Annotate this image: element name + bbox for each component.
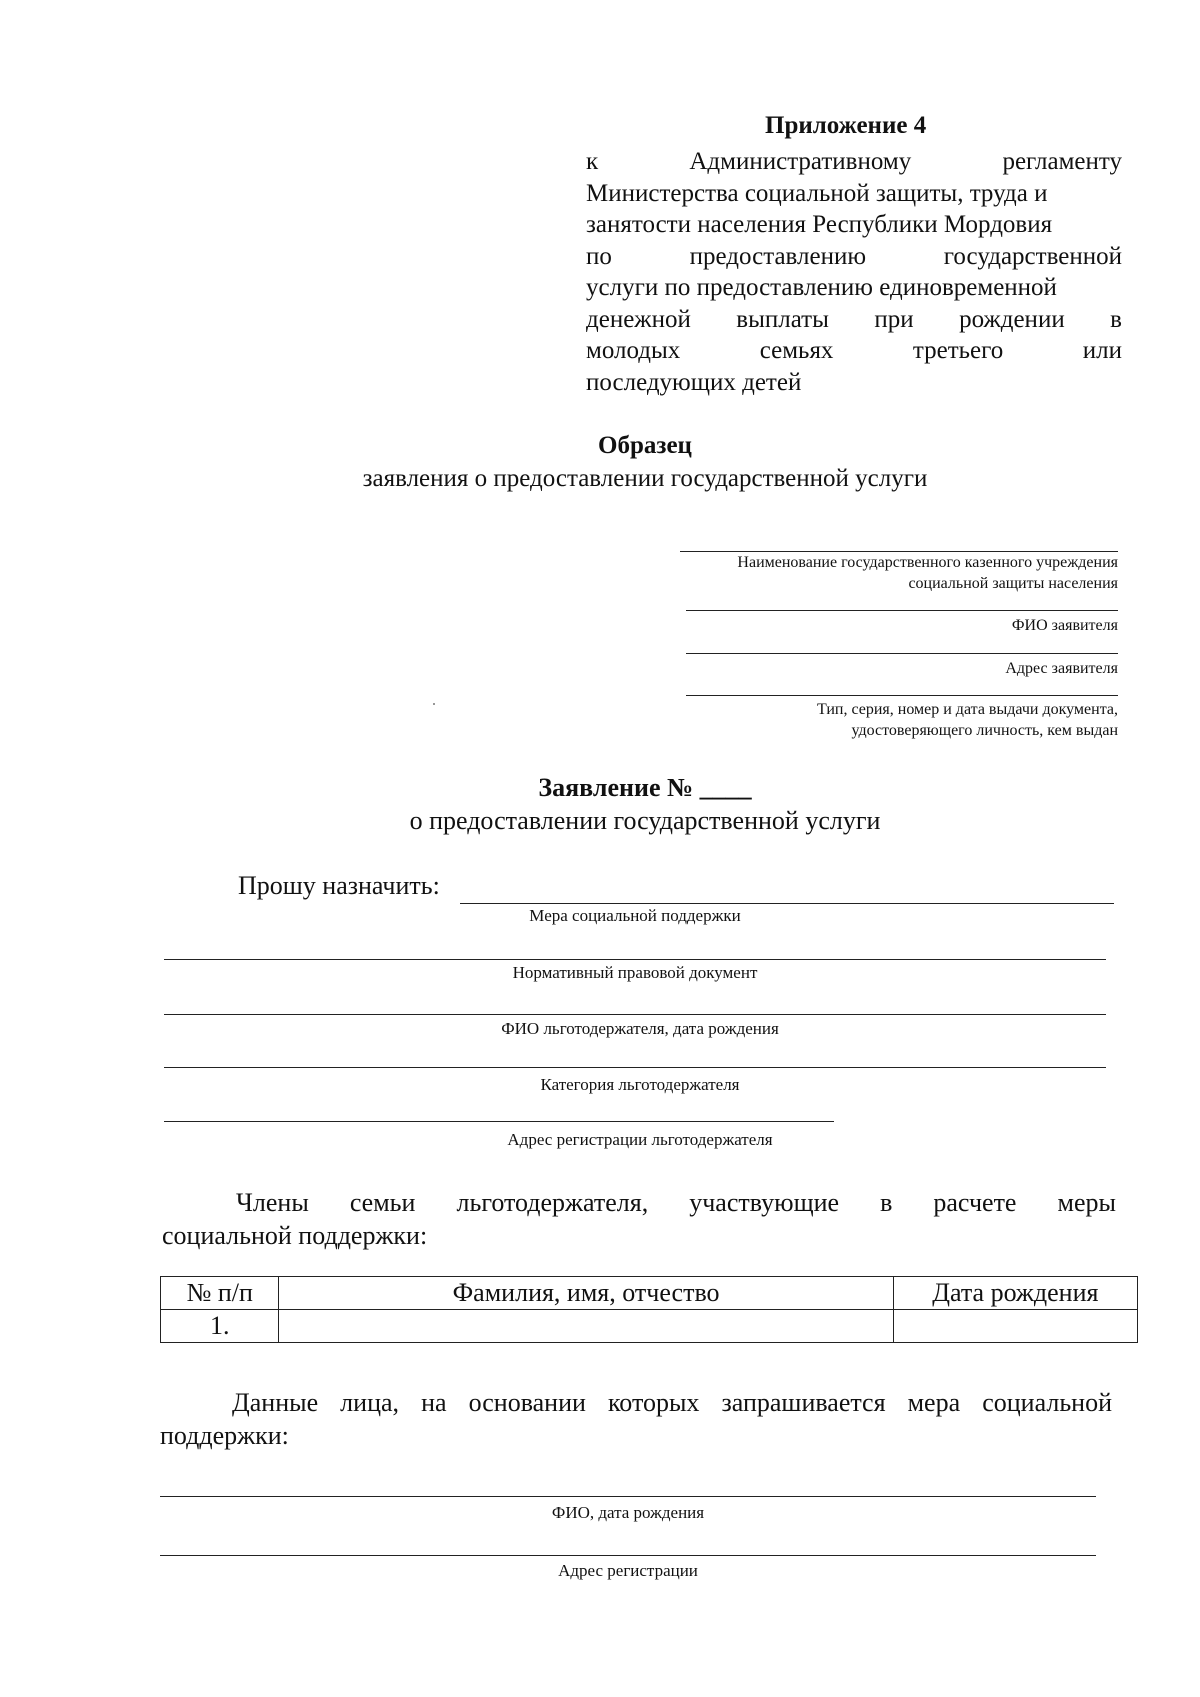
column-header-birth-date: Дата рождения: [893, 1277, 1137, 1310]
appendix-line: [586, 209, 1122, 240]
birth-date-cell[interactable]: [893, 1310, 1137, 1343]
id-document-line[interactable]: [686, 695, 1118, 696]
appendix-line: [586, 178, 1122, 209]
family-table: [160, 1276, 1138, 1343]
family-intro-word: меры: [1057, 1188, 1116, 1217]
appendix-line: [586, 146, 1122, 177]
appendix-word: при: [874, 305, 914, 333]
appendix-word: выплаты: [736, 305, 829, 333]
address-caption: Адрес регистрации льготодержателя: [507, 1130, 773, 1149]
applicant-address-line[interactable]: [686, 653, 1118, 654]
id-document-caption-2: удостоверяющего личность, кем выдан: [851, 722, 1118, 739]
person-address-line[interactable]: [160, 1555, 1096, 1556]
appendix-word: рождении: [959, 305, 1065, 333]
appendix-word: или: [1082, 337, 1122, 364]
appendix-word: к: [586, 148, 599, 175]
appendix-word: занятости населения Республики Мордовия: [586, 211, 1053, 238]
scan-speck: [433, 703, 435, 705]
applicant-address-caption: Адрес заявителя: [1005, 660, 1118, 677]
family-intro-word: семьи: [349, 1188, 416, 1217]
family-intro-word: участвующие: [689, 1188, 840, 1217]
person-name-caption: ФИО, дата рождения: [551, 1503, 705, 1522]
appendix-word: третьего: [912, 337, 1004, 364]
legal-document-line[interactable]: [164, 959, 1106, 960]
table-row: [161, 1310, 1138, 1343]
person-intro-line-1: Данные лица, на основании которых запрашивается мера социальной: [232, 1388, 1112, 1417]
appendix-word: семьях: [759, 337, 834, 364]
appendix-word: молодых: [586, 337, 681, 364]
row-number-cell: 1.: [161, 1310, 279, 1343]
column-header-full-name: Фамилия, имя, отчество: [279, 1277, 893, 1310]
family-intro-word: льготодержателя,: [456, 1188, 649, 1217]
appendix-word: Министерства социальной защиты, труда и: [586, 179, 1048, 207]
appendix-line: [586, 304, 1122, 335]
category-caption: Категория льготодержателя: [540, 1075, 740, 1094]
institution-caption-2: социальной защиты населения: [908, 575, 1118, 592]
person-name-line[interactable]: [160, 1496, 1096, 1497]
applicant-name-line[interactable]: [686, 610, 1118, 611]
appendix-word: регламенту: [1002, 148, 1122, 175]
beneficiary-caption: ФИО льготодержателя, дата рождения: [501, 1019, 779, 1038]
family-intro-line-2: социальной поддержки:: [162, 1221, 428, 1250]
appendix-line: [586, 367, 1122, 398]
institution-caption-1: Наименование государственного казенного учреждения: [737, 554, 1118, 571]
appendix-word: в: [1110, 305, 1122, 333]
family-intro-word: расчете: [933, 1188, 1017, 1217]
beneficiary-line[interactable]: [164, 1014, 1106, 1015]
full-name-cell[interactable]: [279, 1310, 893, 1343]
column-header-number: № п/п: [161, 1277, 279, 1310]
appendix-line: [586, 335, 1122, 366]
appendix-word: предоставлению: [689, 242, 867, 270]
sample-title: Образец: [598, 432, 692, 459]
appendix-word: по: [586, 242, 612, 270]
measure-caption: Мера социальной поддержки: [529, 906, 741, 925]
appendix-line: [586, 272, 1122, 303]
category-line[interactable]: [164, 1067, 1106, 1068]
appendix-word: Административному: [689, 148, 912, 175]
id-document-caption-1: Тип, серия, номер и дата выдачи документа,: [816, 701, 1118, 718]
address-line[interactable]: [164, 1121, 834, 1122]
legal-document-caption: Нормативный правовой документ: [512, 963, 758, 982]
appendix-word: последующих детей: [586, 368, 802, 396]
person-address-caption: Адрес регистрации: [558, 1561, 698, 1580]
request-label: Прошу назначить:: [238, 871, 440, 900]
appendix-word: услуги по предоставлению единовременной: [586, 274, 1057, 301]
family-intro-word: Члены: [236, 1188, 309, 1217]
application-title: Заявление № ____: [538, 773, 752, 802]
institution-line[interactable]: [680, 551, 1118, 552]
family-intro-line-1: [236, 1188, 1116, 1218]
family-intro-word: в: [880, 1188, 893, 1217]
appendix-line: [586, 241, 1122, 272]
sample-subtitle: заявления о предоставлении государственной услуги: [362, 465, 928, 492]
appendix-word: государственной: [943, 242, 1122, 270]
appendix-title: Приложение 4: [765, 112, 927, 139]
applicant-name-caption: ФИО заявителя: [1011, 617, 1118, 634]
measure-line[interactable]: [460, 903, 1114, 904]
application-subtitle: о предоставлении государственной услуги: [409, 806, 881, 835]
person-intro-line-2: поддержки:: [160, 1421, 289, 1450]
appendix-word: денежной: [586, 305, 691, 333]
